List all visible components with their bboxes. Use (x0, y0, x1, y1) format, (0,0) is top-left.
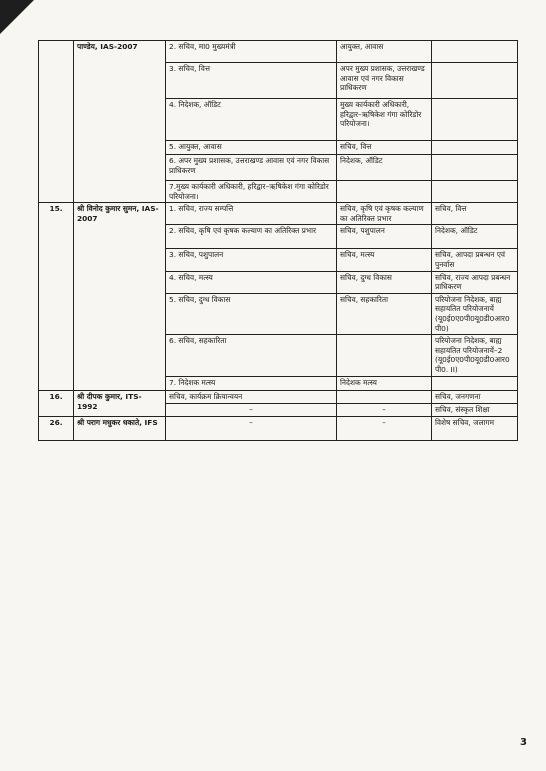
charge-relieved: सचिव, सहकारिता (337, 293, 432, 334)
serial-number: 16. (39, 391, 74, 417)
charge-relieved: सचिव, कृषि एवं कृषक कल्याण का अतिरिक्त प्रभार (337, 203, 432, 225)
current-charge: सचिव, कार्यक्रम क्रियान्वयन (166, 391, 337, 404)
charge-relieved: सचिव, दुग्ध विकास (337, 271, 432, 293)
charge-assigned: विशेष सचिव, जलागम (432, 416, 518, 440)
charge-assigned: परियोजना निदेशक, बाह्य सहायतित परियोजनायें (यू0ई0ए0पी0यू0डी0आर0पी0) (432, 293, 518, 334)
charge-assigned (432, 141, 518, 155)
current-charge: – (166, 416, 337, 440)
charge-relieved: सचिव, मत्स्य (337, 249, 432, 271)
charge-relieved (337, 335, 432, 377)
current-charge: 5. आयुक्त, आवास (166, 141, 337, 155)
scan-corner-shadow (0, 0, 34, 34)
officer-name: श्री दीपक कुमार, ITS-1992 (74, 391, 166, 417)
transfer-table (38, 40, 518, 441)
serial-number (39, 41, 74, 203)
current-charge: 2. सचिव, मा0 मुख्यमंत्री (166, 41, 337, 63)
charge-relieved: निदेशक, ऑडिट (337, 155, 432, 181)
charge-assigned (432, 377, 518, 391)
table-row (39, 416, 518, 440)
charge-assigned (432, 99, 518, 141)
current-charge: 7. निदेशक मत्स्य (166, 377, 337, 391)
current-charge: 1. सचिव, राज्य सम्पत्ति (166, 203, 337, 225)
charge-relieved: अपर मुख्य प्रशासक, उत्तराखण्ड आवास एवं नगर विकास प्राधिकरण (337, 63, 432, 99)
charge-assigned: सचिव, जनगणना (432, 391, 518, 404)
officer-name: श्री पराग मधुकर धकाते, IFS (74, 416, 166, 440)
current-charge: 6. सचिव, सहकारिता (166, 335, 337, 377)
charge-relieved: – (337, 403, 432, 416)
table-row (39, 391, 518, 404)
serial-number: 15. (39, 203, 74, 391)
charge-assigned (432, 181, 518, 203)
charge-relieved (337, 181, 432, 203)
charge-assigned (432, 41, 518, 63)
charge-assigned: निदेशक, ऑडिट (432, 225, 518, 249)
charge-relieved: सचिव, वित्त (337, 141, 432, 155)
current-charge: 3. सचिव, वित्त (166, 63, 337, 99)
charge-assigned: सचिव, राज्य आपदा प्रबन्धन प्राधिकरण (432, 271, 518, 293)
charge-assigned: परियोजना निदेशक, बाह्य सहायतित परियोजनायें–2 (यू0ई0ए0पी0यू0डी0आर0पी0. II) (432, 335, 518, 377)
charge-assigned: सचिव, आपदा प्रबन्धन एवं पुनर्वास (432, 249, 518, 271)
current-charge: 2. सचिव, कृषि एवं कृषक कल्याण का अतिरिक्त प्रभार (166, 225, 337, 249)
current-charge: – (166, 403, 337, 416)
charge-relieved: मुख्य कार्यकारी अधिकारी, हरिद्वार–ऋषिकेश गंगा कोरिडोर परियोजना। (337, 99, 432, 141)
charge-assigned: सचिव, संस्कृत शिक्षा (432, 403, 518, 416)
current-charge: 3. सचिव, पशुपालन (166, 249, 337, 271)
current-charge: 4. निदेशक, ऑडिट (166, 99, 337, 141)
transfer-table-body (39, 41, 518, 441)
page-number: 3 (520, 737, 527, 748)
charge-assigned: सचिव, वित्त (432, 203, 518, 225)
current-charge: 5. सचिव, दुग्ध विकास (166, 293, 337, 334)
officer-name: पाण्डेय, IAS-2007 (74, 41, 166, 203)
charge-relieved: आयुक्त, आवास (337, 41, 432, 63)
officer-name: श्री विनोद कुमार सुमन, IAS-2007 (74, 203, 166, 391)
current-charge: 6. अपर मुख्य प्रशासक, उत्तराखण्ड आवास एवं नगर विकास प्राधिकरण (166, 155, 337, 181)
charge-relieved: निदेशक मत्स्य (337, 377, 432, 391)
current-charge: 4. सचिव, मत्स्य (166, 271, 337, 293)
charge-relieved: – (337, 416, 432, 440)
charge-relieved (337, 391, 432, 404)
table-row (39, 203, 518, 225)
current-charge: 7.मुख्य कार्यकारी अधिकारी, हरिद्वार–ऋषिकेश गंगा कोरिडोर परियोजना। (166, 181, 337, 203)
charge-assigned (432, 63, 518, 99)
charge-assigned (432, 155, 518, 181)
charge-relieved: सचिव, पशुपालन (337, 225, 432, 249)
table-row (39, 41, 518, 63)
serial-number: 26. (39, 416, 74, 440)
